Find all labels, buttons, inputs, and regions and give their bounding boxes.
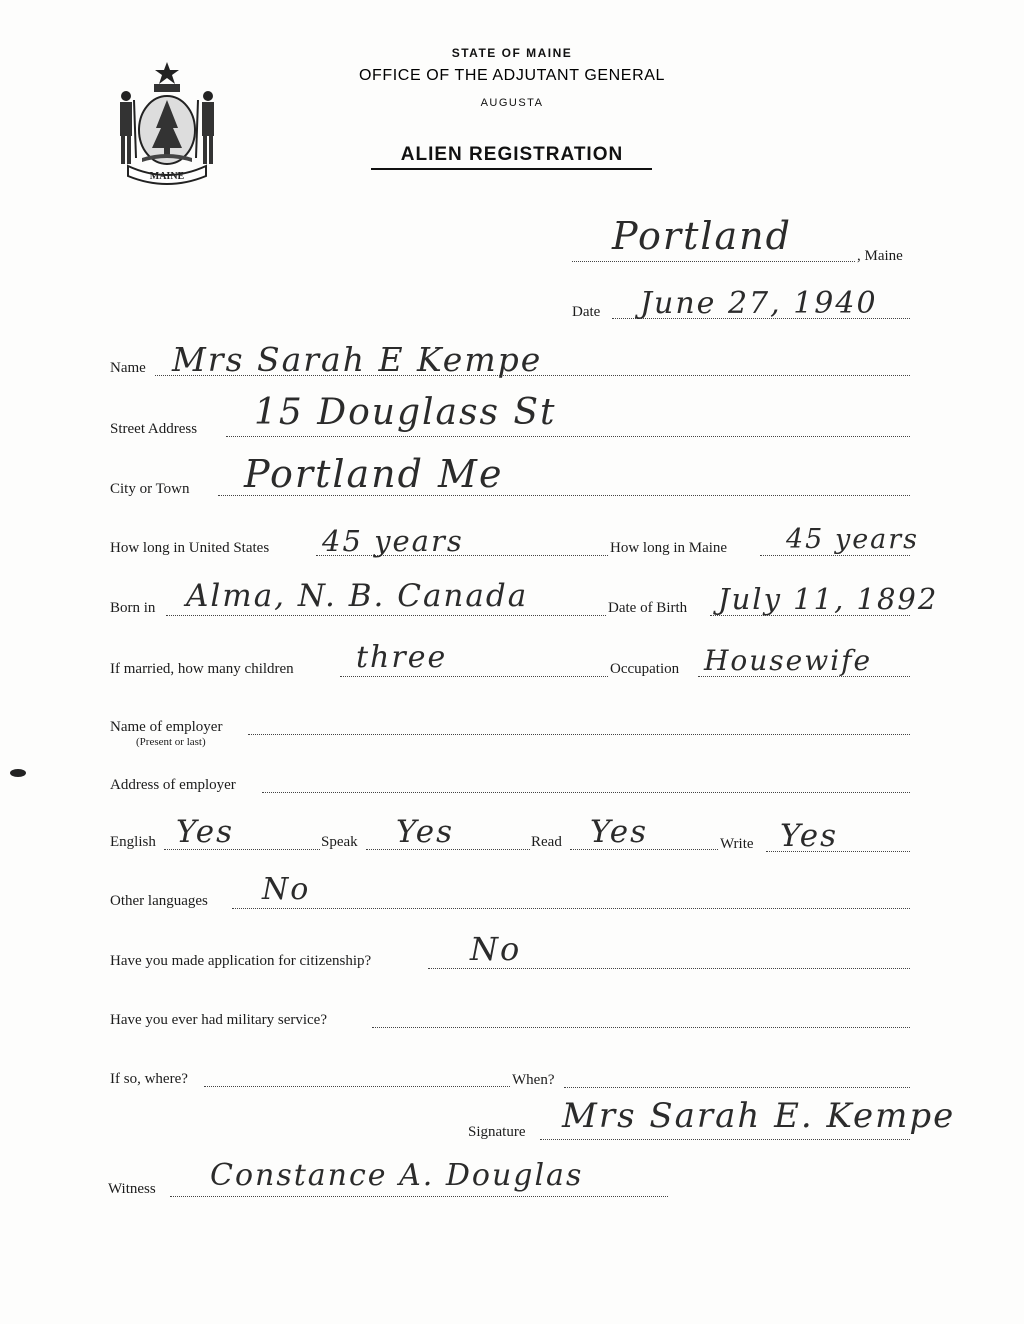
employer-address-label: Address of employer	[110, 777, 236, 793]
english-label: English	[110, 834, 156, 850]
employer-label: Name of employer	[110, 719, 223, 735]
occupation-entry[interactable]: Housewife	[704, 644, 873, 677]
citizenship-line	[428, 968, 910, 969]
read-label: Read	[531, 834, 562, 850]
witness-entry[interactable]: Constance A. Douglas	[210, 1158, 584, 1193]
form-title: ALIEN REGISTRATION	[400, 144, 624, 165]
scan-smudge-mark	[8, 767, 28, 779]
city-label: City or Town	[110, 481, 190, 497]
military-label: Have you ever had military service?	[110, 1012, 327, 1028]
maine-duration-line	[760, 555, 910, 556]
street-label: Street Address	[110, 421, 198, 437]
children-label: If married, how many children	[110, 661, 294, 677]
where-line[interactable]	[204, 1086, 510, 1087]
citizenship-label: Have you made application for citizenship?	[110, 953, 372, 969]
employer-sublabel: (Present or last)	[136, 736, 206, 748]
when-label: When?	[512, 1072, 555, 1088]
signature-label: Signature	[468, 1124, 526, 1140]
occupation-label: Occupation	[610, 661, 680, 677]
date-entry[interactable]: June 27, 1940	[640, 286, 878, 321]
header-state: STATE OF MAINE	[451, 46, 573, 60]
english-entry[interactable]: Yes	[176, 814, 235, 850]
where-label: If so, where?	[110, 1071, 188, 1087]
maine-suffix-label: , Maine	[857, 248, 903, 264]
maine-duration-entry[interactable]: 45 years	[786, 524, 920, 555]
born-line	[166, 615, 606, 616]
signature-line	[540, 1139, 910, 1140]
dob-label: Date of Birth	[608, 600, 688, 616]
other-languages-line	[232, 908, 910, 909]
state-seal-icon	[112, 58, 222, 188]
employer-address-line[interactable]	[262, 792, 910, 793]
street-line	[226, 436, 910, 437]
header-city: AUGUSTA	[480, 97, 544, 109]
place-line	[572, 261, 855, 262]
military-line[interactable]	[372, 1027, 910, 1028]
citizenship-entry[interactable]: No	[470, 930, 522, 968]
when-line[interactable]	[564, 1087, 910, 1088]
us-duration-label: How long in United States	[110, 540, 270, 556]
signature-entry[interactable]: Mrs Sarah E. Kempe	[562, 1096, 956, 1136]
read-entry[interactable]: Yes	[590, 814, 649, 850]
born-entry[interactable]: Alma, N. B. Canada	[186, 578, 529, 614]
city-entry[interactable]: Portland Me	[244, 452, 504, 496]
employer-line[interactable]	[248, 734, 910, 735]
write-label: Write	[720, 836, 754, 852]
name-entry[interactable]: Mrs Sarah E Kempe	[172, 340, 543, 379]
street-entry[interactable]: 15 Douglass St	[254, 392, 557, 433]
date-label: Date	[572, 304, 601, 320]
speak-entry[interactable]: Yes	[396, 814, 455, 850]
title-underline	[371, 168, 652, 170]
place-entry[interactable]: Portland	[612, 214, 792, 258]
svg-text:MAINE: MAINE	[149, 171, 185, 182]
dob-entry[interactable]: July 11, 1892	[718, 582, 939, 616]
other-languages-entry[interactable]: No	[262, 872, 311, 907]
name-label: Name	[110, 360, 146, 376]
maine-duration-label: How long in Maine	[610, 540, 728, 556]
speak-label: Speak	[321, 834, 358, 850]
witness-label: Witness	[108, 1181, 156, 1197]
witness-line	[170, 1196, 668, 1197]
born-label: Born in	[110, 600, 156, 616]
header-office: OFFICE OF THE ADJUTANT GENERAL	[358, 67, 666, 84]
children-entry[interactable]: three	[356, 640, 448, 675]
children-line	[340, 676, 608, 677]
other-languages-label: Other languages	[110, 893, 208, 909]
write-entry[interactable]: Yes	[780, 818, 839, 854]
us-duration-entry[interactable]: 45 years	[322, 524, 464, 558]
